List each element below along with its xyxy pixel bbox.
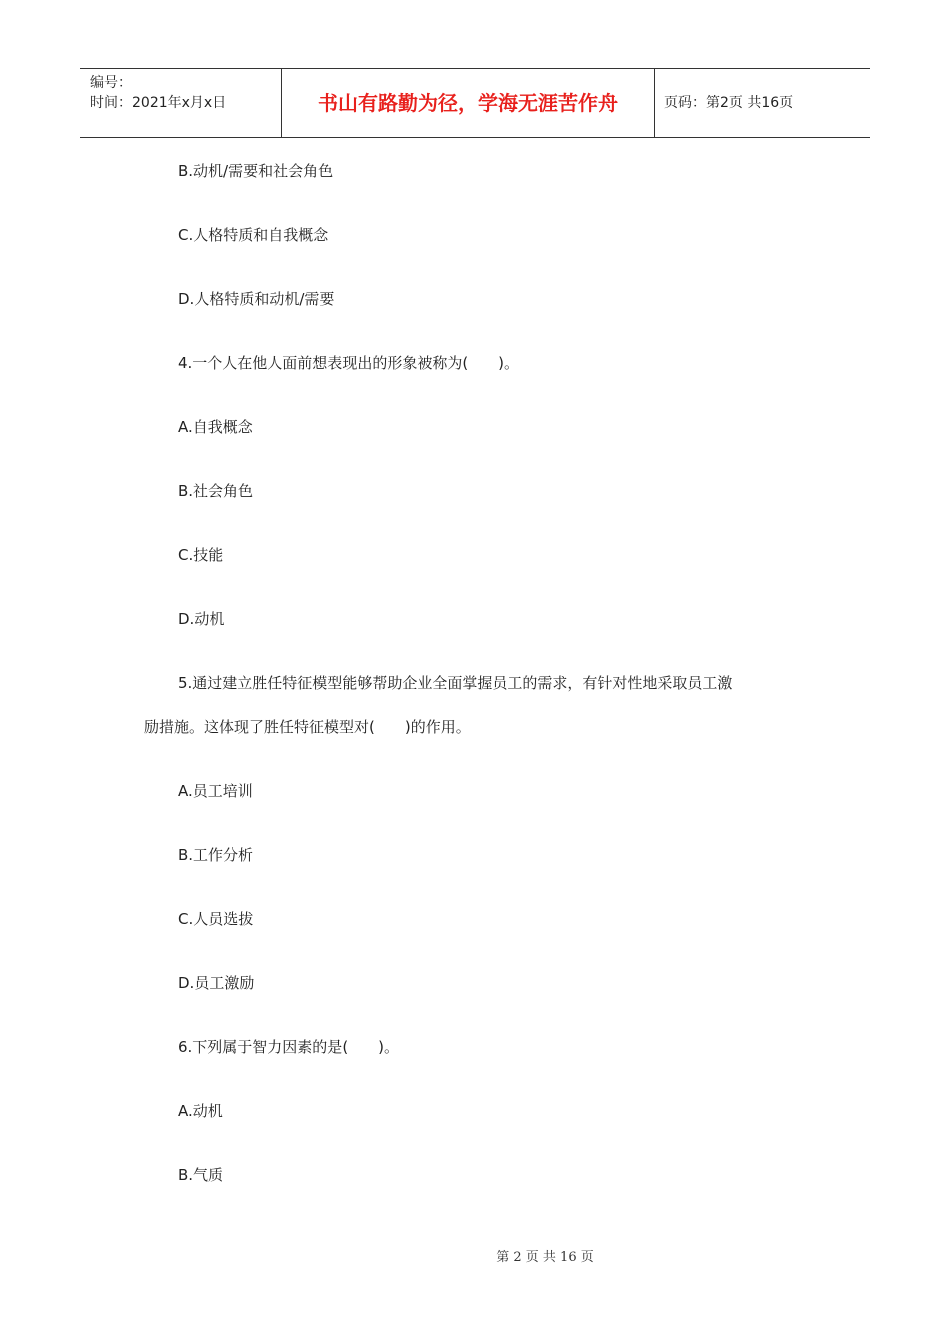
question-line-continued: 励措施。这体现了胜任特征模型对( )的作用。 [144,718,471,736]
option-line: C.技能 [178,546,224,564]
option-line: D.动机 [178,610,225,628]
header-divider-right [654,69,655,137]
question-line: 5.通过建立胜任特征模型能够帮助企业全面掌握员工的需求，有针对性地采取员工激 [178,674,733,692]
option-line: A.自我概念 [178,418,253,436]
header-motto: 书山有路勤为径，学海无涯苦作舟 [318,91,618,115]
option-line: A.员工培训 [178,782,253,800]
option-line: B.动机/需要和社会角色 [178,162,334,180]
number-label: 编号： [90,75,132,91]
option-line: C.人格特质和自我概念 [178,226,329,244]
header-page-info: 页码：第2页 共16页 [664,95,794,111]
header-meta [90,73,226,113]
question-line: 4.一个人在他人面前想表现出的形象被称为( )。 [178,354,520,372]
page-header [80,68,870,138]
option-line: B.工作分析 [178,846,254,864]
option-line: C.人员选拔 [178,910,254,928]
option-line: D.人格特质和动机/需要 [178,290,335,308]
time-label: 时间：2021年x月x日 [90,95,227,111]
option-line: A.动机 [178,1102,223,1120]
option-line: B.气质 [178,1166,224,1184]
page-footer: 第 2 页 共 16 页 [496,1250,594,1265]
option-line: D.员工激励 [178,974,255,992]
option-line: B.社会角色 [178,482,254,500]
question-line: 6.下列属于智力因素的是( )。 [178,1038,400,1056]
